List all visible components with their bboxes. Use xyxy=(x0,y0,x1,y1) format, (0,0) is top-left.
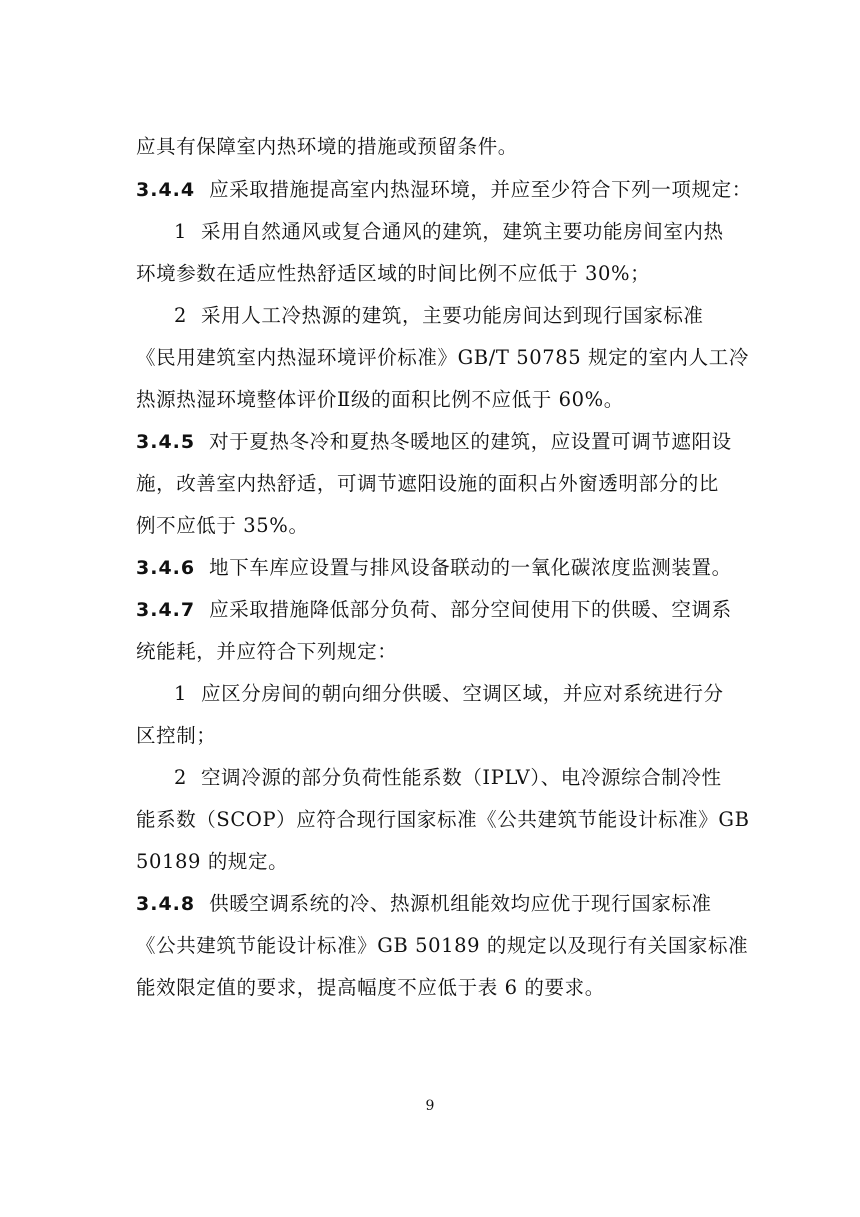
clause-number: 3.4.4 xyxy=(136,179,196,201)
body-text-line xyxy=(136,346,749,370)
clause-3-4-8 xyxy=(136,892,712,916)
clause-3-4-4 xyxy=(136,178,752,202)
item-number: 2 xyxy=(174,766,188,789)
item-text: 采用人工冷热源的建筑，主要功能房间达到现行国家标准 xyxy=(201,304,704,327)
body-text-line xyxy=(136,934,748,958)
line-text: 应具有保障室内热环境的措施或预留条件。 xyxy=(136,135,518,158)
body-text-line xyxy=(136,135,518,159)
item-text: 采用自然通风或复合通风的建筑，建筑主要功能房间室内热 xyxy=(201,220,724,243)
item-number: 1 xyxy=(174,682,188,705)
line-text: 施，改善室内热舒适，可调节遮阳设施的面积占外窗透明部分的比 xyxy=(136,472,719,495)
line-text: 统能耗，并应符合下列规定： xyxy=(136,640,398,663)
clause-number: 3.4.6 xyxy=(136,557,196,579)
clause-text: 供暖空调系统的冷、热源机组能效均应优于现行国家标准 xyxy=(209,892,712,915)
line-text: 区控制； xyxy=(136,724,217,747)
clause-number: 3.4.5 xyxy=(136,431,196,453)
list-item-1 xyxy=(174,682,724,706)
line-text: 能效限定值的要求，提高幅度不应低于表 6 的要求。 xyxy=(136,976,605,999)
body-text-line xyxy=(136,514,309,538)
list-item-2 xyxy=(174,304,704,328)
body-text-line xyxy=(136,808,750,832)
line-text: 环境参数在适应性热舒适区域的时间比例不应低于 30%； xyxy=(136,262,651,285)
clause-number: 3.4.7 xyxy=(136,599,196,621)
line-text: 能系数（SCOP）应符合现行国家标准《公共建筑节能设计标准》GB xyxy=(136,808,750,831)
page-number: 9 xyxy=(425,1098,435,1114)
clause-3-4-7 xyxy=(136,598,732,622)
line-text: 《民用建筑室内热湿环境评价标准》GB/T 50785 规定的室内人工冷 xyxy=(136,346,749,369)
line-text: 例不应低于 35%。 xyxy=(136,514,309,537)
list-item-1 xyxy=(174,220,724,244)
body-text-line xyxy=(136,472,719,496)
clause-3-4-5 xyxy=(136,430,732,454)
body-text-line xyxy=(136,262,650,286)
clause-text: 应采取措施降低部分负荷、部分空间使用下的供暖、空调系 xyxy=(209,598,732,621)
line-text: 50189 的规定。 xyxy=(136,850,289,873)
body-text-line xyxy=(136,388,624,412)
item-number: 1 xyxy=(174,220,188,243)
body-text-line xyxy=(136,640,397,664)
clause-number: 3.4.8 xyxy=(136,893,196,915)
body-text-line xyxy=(136,724,216,748)
line-text: 热源热湿环境整体评价Ⅱ级的面积比例不应低于 60%。 xyxy=(136,388,624,411)
body-text-line xyxy=(136,850,288,874)
item-text: 空调冷源的部分负荷性能系数（IPLV）、电冷源综合制冷性 xyxy=(201,766,722,789)
line-text: 《公共建筑节能设计标准》GB 50189 的规定以及现行有关国家标准 xyxy=(136,934,749,957)
item-number: 2 xyxy=(174,304,188,327)
clause-text: 对于夏热冬冷和夏热冬暖地区的建筑，应设置可调节遮阳设 xyxy=(209,430,732,453)
clause-text: 应采取措施提高室内热湿环境，并应至少符合下列一项规定： xyxy=(209,178,752,201)
item-text: 应区分房间的朝向细分供暖、空调区域，并应对系统进行分 xyxy=(201,682,724,705)
clause-3-4-6 xyxy=(136,556,732,580)
list-item-2 xyxy=(174,766,722,790)
clause-text: 地下车库应设置与排风设备联动的一氧化碳浓度监测装置。 xyxy=(209,556,732,579)
body-text-line xyxy=(136,976,605,1000)
